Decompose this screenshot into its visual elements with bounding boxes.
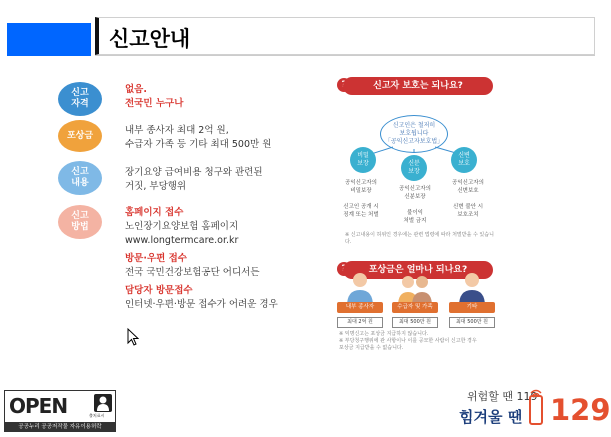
other-tag: 기타 xyxy=(449,302,495,313)
safety-desc: 공익신고자의 신변보호 신변 불안 시 보호조치 xyxy=(452,180,484,218)
title-divider xyxy=(95,55,595,56)
badge-content: 신고 내용 xyxy=(58,161,102,195)
attribution-caption: 출처표시 xyxy=(89,413,105,418)
badge-reward: 포상금 xyxy=(58,120,102,152)
other-person-icon xyxy=(455,270,489,306)
secrecy-desc: 공익신고자의 비밀보장 신고인 공개 시 징계 또는 처벌 xyxy=(343,180,379,218)
content-text: 장기요양 급여비용 청구와 관련된 거짓, 부당행위 xyxy=(125,167,263,192)
family-person-icon xyxy=(398,270,432,306)
page-title: 신고안내 xyxy=(109,27,191,51)
staff-amount: 최대 2억 원 xyxy=(337,317,383,328)
mouse-cursor-icon xyxy=(127,328,139,346)
protection-infographic xyxy=(333,75,500,351)
other-amount: 최대 500만 원 xyxy=(449,317,495,328)
reward-banner: 포상금은 얼마나 되나요? xyxy=(343,261,493,279)
badge-method: 신고 방법 xyxy=(58,205,102,239)
reward-text: 내부 종사자 최대 2억 원, 수급자 가족 등 기타 최대 500만 원 xyxy=(125,125,272,150)
method-staff: 담당자 방문접수 인터넷·우편·방문 접수가 어려운 경우 xyxy=(125,285,278,310)
secrecy-bubble: 비밀 보장 xyxy=(350,147,376,173)
family-tag: 수급자 및 가족 xyxy=(392,302,438,313)
title-bar xyxy=(95,17,595,55)
eligibility-text: 없음. 전국민 누구나 xyxy=(125,84,184,109)
staff-tag: 내부 종사자 xyxy=(337,302,383,313)
safety-bubble: 신변 보호 xyxy=(451,147,477,173)
open-logo-text: OPEN xyxy=(9,394,68,418)
hotline-line2: 힘겨울 땐 xyxy=(459,408,523,426)
staff-person-icon xyxy=(343,270,377,306)
family-amount: 최대 500만 원 xyxy=(392,317,438,328)
method-homepage: 홈페이지 접수 노인장기요양보험 홈페이지 www.longtermcare.or.kr xyxy=(125,207,239,246)
reward-notes: ※ 익명신고는 포상금 지급하지 않습니다. ※ 부당청구행위에 관 사항이나 이를 공모한 사람이 신고한 경우 포상금 지급받을 수 없습니다. xyxy=(339,331,477,351)
identity-desc: 공익신고자의 신분보장 불이익 처벌 금지 xyxy=(399,186,431,224)
identity-bubble: 신분 보장 xyxy=(401,155,427,181)
hotline-line1: 위험할 땐 119 xyxy=(467,390,538,403)
false-report-note: ※ 신고내용이 허위인 경우에는 관련 법령에 따라 처벌받을 수 있습니다. xyxy=(345,232,494,245)
method-visit: 방문·우편 접수 전국 국민건강보험공단 어디서든 xyxy=(125,253,260,278)
attribution-person-icon xyxy=(94,394,112,412)
hotline-number: 129 xyxy=(550,393,611,427)
blue-color-block xyxy=(7,23,91,56)
phone-icon xyxy=(527,388,545,426)
kogl-caption: 공공누리 공공저작물 자유이용허락 xyxy=(5,422,115,432)
kogl-open-license xyxy=(4,390,116,432)
protection-center-bubble: 신고인은 철저히 보호됩니다 「공익신고자보호법」 xyxy=(380,115,448,153)
badge-eligibility: 신고 자격 xyxy=(58,82,102,116)
protection-banner: 신고자 보호는 되나요? xyxy=(343,77,493,95)
